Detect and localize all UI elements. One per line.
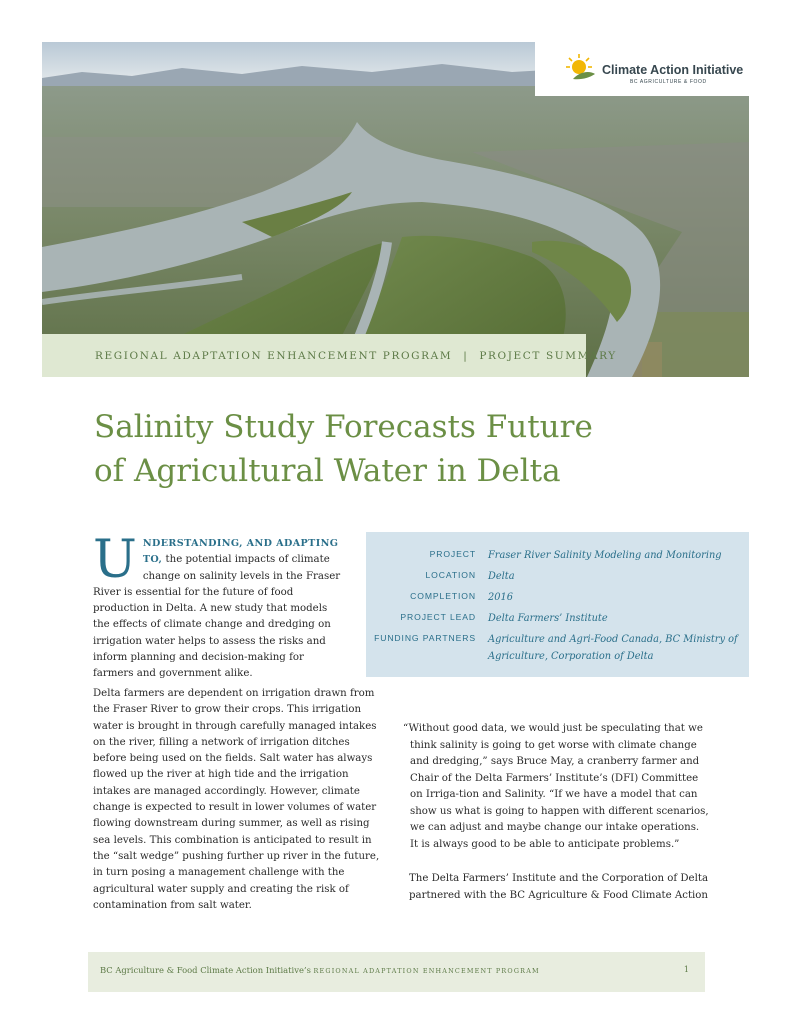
page-title [94, 405, 654, 493]
project-summary-label: PROJECT SUMMARY [479, 349, 617, 362]
quote-paragraph: “Without good data, we would just be speculating that we think salinity is going to get worse with climate change and dredging,” says Bruce May, a cranberry farmer and Chair of the Delta Farmers’ Institute’s (DFI) Committee on Irriga-tion and Salinity. “If we have a model that can show us what is going to happen with different scenarios, we can adjust and maybe change our intake operations. It is always good to be able to anticipate problems.” [403, 723, 709, 850]
sun-leaf-logo-icon [565, 52, 599, 86]
logo-title: Climate Action Initiative [602, 63, 744, 77]
intro-lead: NDERSTANDING, AND ADAPTING TO, [142, 538, 339, 566]
title-line-1: Salinity Study Forecasts Future [94, 409, 593, 445]
band-separator: | [463, 349, 469, 362]
footer [88, 952, 705, 992]
info-value: Delta Farmers’ Institute [488, 613, 608, 624]
body-paragraph-left: Delta farmers are dependent on irrigation drawn from the Fraser River to grow their crops. This irrigation water is brought in through carefully managed intakes on the river, filling a network of irrigation ditches before being used on the fields. Salt water has always flowed up the river at high tide and the irrigation intakes are managed accordingly. However, climate change is expected to result in lower volumes of water flowing downstream during summer, as well as rising sea levels. This combination is anticipated to result in the “salt wedge” pushing further up river in the future, in turn posing a management challenge with the agricultural water supply and creating the risk of contamination from salt water. [93, 688, 380, 911]
title-line-2: of Agricultural Water in Delta [94, 453, 561, 489]
program-name: REGIONAL ADAPTATION ENHANCEMENT PROGRAM [95, 349, 453, 362]
info-label: PROJECT LEAD [400, 612, 476, 622]
logo [535, 42, 749, 96]
info-label: PROJECT [429, 549, 476, 559]
info-label: COMPLETION [410, 591, 476, 601]
info-label: FUNDING PARTNERS [374, 633, 476, 643]
drop-cap: U [93, 530, 137, 590]
intro-paragraph [93, 530, 345, 683]
info-value: Fraser River Salinity Modeling and Monitoring [488, 550, 722, 561]
intro-text: the potential impacts of climate change on salinity levels in the Fraser River is essential for the future of food production in Delta. A new study that models the effects of climate change and dredging on irrigation water helps to assess the risks and inform planning and decision-making for farmers and government alike. [93, 554, 341, 680]
info-label: LOCATION [425, 570, 476, 580]
footer-prefix: BC Agriculture & Food Climate Action Initiative’s [100, 965, 314, 975]
page-number: 1 [683, 965, 689, 974]
logo-subtitle: BC AGRICULTURE & FOOD [630, 79, 707, 85]
info-value: Agriculture and Agri-Food Canada, BC Ministry of Agriculture, Corporation of Delta [488, 634, 738, 662]
footer-program: REGIONAL ADAPTATION ENHANCEMENT PROGRAM [313, 967, 540, 975]
project-info-box [366, 532, 749, 677]
footer-text [100, 965, 540, 975]
body-paragraph-right: The Delta Farmers’ Institute and the Corporation of Delta partnered with the BC Agriculture & Food Climate Action [409, 873, 709, 901]
info-value: Delta [488, 571, 515, 582]
program-band [42, 334, 617, 377]
info-value: 2016 [488, 592, 513, 603]
